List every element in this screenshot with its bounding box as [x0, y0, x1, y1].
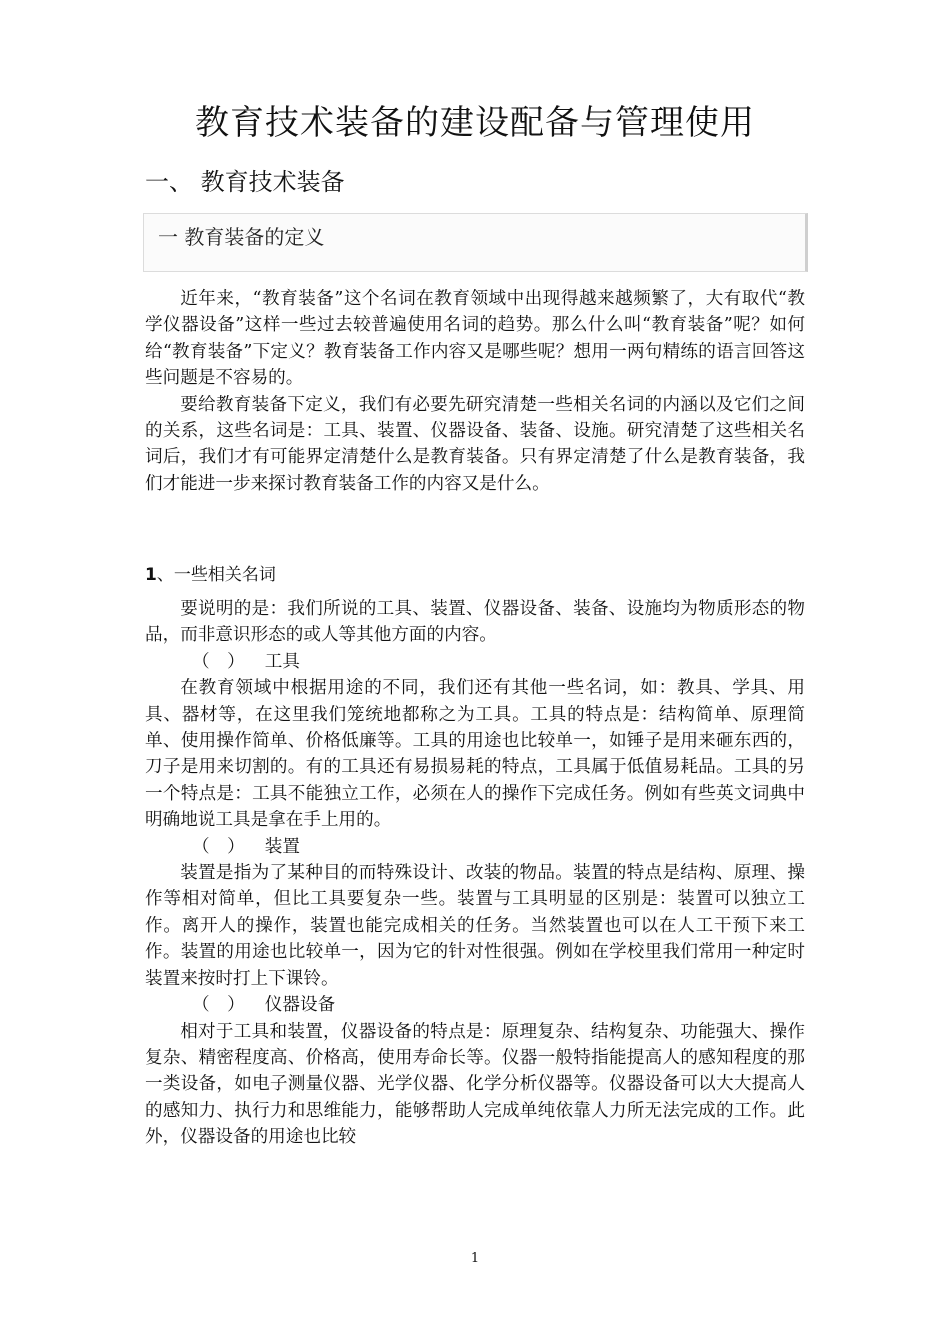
intro-paragraph: 近年来，“教育装备”这个名词在教育领域中出现得越来越频繁了，大有取代“教学仪器设备”这样一些过去较普遍使用名词的趋势。那么什么叫“教育装备”呢？如何给“教育装备”下定义？教育装备工作内容又是哪些呢？想用一两句精练的语言回答这些问题是不容易的。 [145, 289, 805, 389]
subsection-heading [145, 649, 805, 675]
subsection-paren: （ ） [192, 995, 251, 1016]
definition-box [143, 213, 808, 272]
definition-box-label: 一 教育装备的定义 [158, 225, 325, 249]
subsection-heading [145, 992, 805, 1018]
subsection-heading [145, 834, 805, 860]
intro-paragraph: 要给教育装备下定义，我们有必要先研究清楚一些相关名词的内涵以及它们之间的关系，这些名词是：工具、装置、仪器设备、装备、设施。研究清楚了这些相关名词后，我们才有可能界定清楚什么是教育装备。只有界定清楚了什么是教育装备，我们才能进一步来探讨教育装备工作的内容又是什么。 [145, 394, 805, 494]
section-heading: 一、 教育技术装备 [145, 168, 345, 196]
terms-text-block [145, 596, 805, 1151]
subsection-title: 装置 [264, 836, 300, 857]
numbered-heading-text: 、一些相关名词 [156, 565, 276, 585]
subsection-paragraph: 装置是指为了某种目的而特殊设计、改装的物品。装置的特点是结构、原理、操作等相对简单，但比工具要复杂一些。装置与工具明显的区别是：装置可以独立工作。离开人的操作，装置也能完成相关的任务。当然装置也可以在人工干预下来工作。装置的用途也比较单一，因为它的针对性很强。例如在学校里我们常用一种定时装置来按时打上下课铃。 [145, 863, 805, 989]
terms-intro-paragraph: 要说明的是：我们所说的工具、装置、仪器设备、装备、设施均为物质形态的物品，而非意识形态的或人等其他方面的内容。 [145, 599, 805, 646]
subsection-title: 仪器设备 [264, 995, 336, 1016]
subsection-paragraph: 相对于工具和装置，仪器设备的特点是：原理复杂、结构复杂、功能强大、操作复杂、精密程度高、价格高，使用寿命长等。仪器一般特指能提高人的感知程度的那一类设备，如电子测量仪器、光学仪器、化学分析仪器等。仪器设备可以大大提高人的感知力、执行力和思维能力，能够帮助人完成单纯依靠人力所无法完成的工作。此外，仪器设备的用途也比较 [145, 1021, 805, 1148]
subsection-title: 工具 [264, 651, 300, 672]
page-number: 1 [470, 1251, 480, 1266]
numbered-heading-number: 1 [145, 565, 157, 585]
subsection-paragraph: 在教育领域中根据用途的不同，我们还有其他一些名词，如：教具、学具、用具、器材等，在这里我们笼统地都称之为工具。工具的特点是：结构简单、原理简单、使用操作简单、价格低廉等。工具的用途也比较单一，如锤子是用来砸东西的，刀子是用来切割的。有的工具还有易损易耗的特点，工具属于低值易耗品。工具的另一个特点是：工具不能独立工作，必须在人的操作下完成任务。例如有些英文词典中明确地说工具是拿在手上用的。 [145, 678, 805, 831]
numbered-heading [145, 562, 276, 588]
subsection-paren: （ ） [192, 651, 251, 672]
document-title: 教育技术装备的建设配备与管理使用 [195, 103, 755, 143]
subsection-paren: （ ） [192, 836, 251, 857]
intro-text-block [145, 286, 805, 497]
